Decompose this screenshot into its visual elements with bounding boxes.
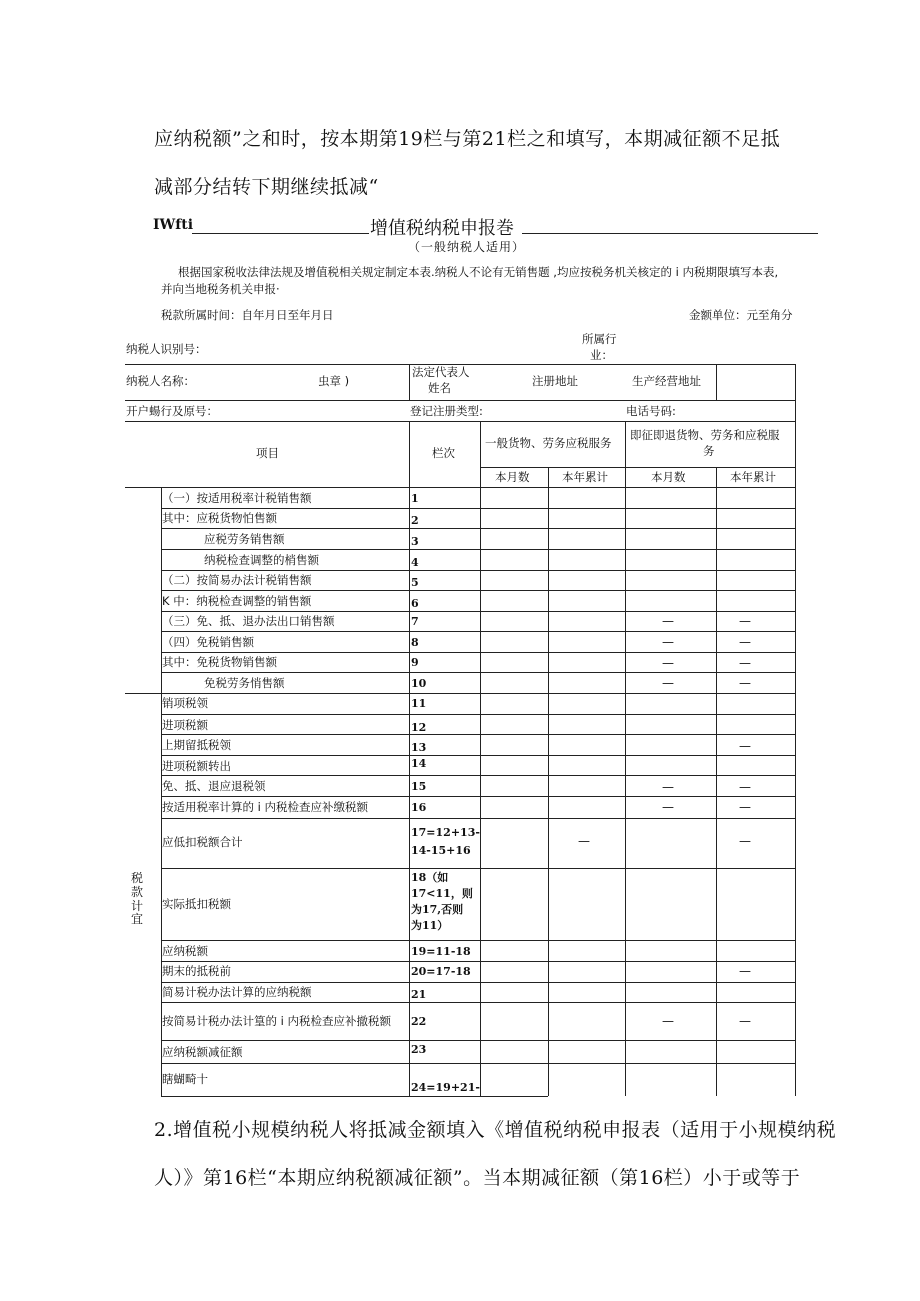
row-line: 5: [411, 576, 419, 589]
row-line: 13: [411, 741, 427, 754]
col-this-month-header-2: 本月数: [651, 470, 686, 484]
row-line: 11: [411, 697, 427, 710]
row-line: 23: [411, 1043, 427, 1056]
na-dash: —: [662, 780, 674, 794]
na-dash: —: [739, 800, 751, 814]
row-label: 应纳税额: [162, 944, 208, 958]
row-label: （二）按简易办法计税销售额: [162, 573, 312, 587]
col-ytd-header-2: 本年累计: [730, 470, 776, 484]
row-line: 15: [411, 780, 427, 793]
row-label: 其中：免税货物销售额: [162, 655, 277, 669]
title-underline-right: [522, 233, 818, 234]
row-line: 12: [411, 721, 427, 734]
row-line: 10: [411, 677, 427, 690]
form-title: 增值税纳税申报巻: [370, 218, 514, 239]
reg-address-label: 注册地址: [532, 374, 578, 388]
row-label: （四）免税销售额: [162, 635, 254, 649]
row-label: 瞎蝴畸十: [162, 1072, 208, 1086]
row-label: 应税劳务销售额: [204, 532, 285, 546]
row-label: 纳税检查调整的梢售额: [204, 553, 319, 567]
form-desc-1: 根据国家税收法律法规及增值税相关规定制定本表.纳税人不论有无销售题 ,均应按税务机关核定的 i 内税期限填写本表,: [178, 265, 779, 279]
na-dash: —: [739, 635, 751, 649]
row-line: 17<11，则: [411, 887, 473, 900]
row-line: 14-15+16: [411, 844, 471, 857]
legal-rep-label-2: 姓名: [428, 381, 451, 395]
na-dash: —: [739, 614, 751, 628]
biz-address-label: 生产经营地址: [632, 374, 701, 388]
row-line: 8: [411, 636, 419, 649]
na-dash: —: [662, 656, 674, 670]
row-label: 应低扣税额合计: [162, 835, 243, 849]
industry-label-2: 业：: [590, 348, 613, 362]
row-line: 22: [411, 1015, 427, 1028]
row-line: 21: [411, 988, 427, 1001]
row-label: 按适用税率计算的 i 内税检查应补缴税额: [162, 800, 369, 814]
taxpayer-id-label: 纳税人识别号：: [126, 342, 207, 356]
col-immediate-header-2: 务: [703, 444, 715, 458]
row-line: 19=11-18: [411, 945, 471, 958]
outro-line-2: 人）》第16栏“本期应纳税额减征额”。当本期减征额（第16栏）小于或等于: [154, 1167, 801, 1189]
na-dash: —: [739, 780, 751, 794]
row-line: 20=17-18: [411, 965, 471, 978]
row-line: 7: [411, 615, 419, 628]
seal-label: 虫章 ): [318, 374, 350, 388]
phone-label: 电话号码:: [626, 404, 676, 418]
industry-label-1: 所属行: [582, 332, 617, 346]
na-dash: —: [739, 1014, 751, 1028]
na-dash: —: [662, 635, 674, 649]
col-line-header: 栏次: [432, 446, 455, 460]
row-label: 按简易计税办法计篁的 i 内税检查应补撤税额: [162, 1014, 392, 1028]
row-label: 实际抵扣税额: [162, 897, 231, 911]
legal-rep-label-1: 法定代表人: [412, 365, 470, 379]
row-line: 14: [411, 757, 427, 770]
row-label: 进项税额: [162, 718, 208, 732]
row-label: 上期留抵税领: [162, 738, 231, 752]
form-prefix: IWfti: [153, 217, 194, 233]
form-subtitle: （一般纳税人适用）: [408, 240, 526, 254]
row-label: 进项税额转出: [162, 759, 231, 773]
row-label: 简易计税办法计算的应纳税额: [162, 985, 312, 999]
row-line: 4: [411, 556, 419, 569]
row-line: 1: [411, 492, 419, 505]
col-general-header: 一般货物、劳务应税服务: [485, 436, 612, 450]
row-line: 18（如: [411, 871, 449, 884]
period-label: 税款所属时间：自年月日至年月日: [161, 308, 334, 322]
reg-type-label: 登记注册类型:: [410, 404, 483, 418]
na-dash: —: [578, 834, 590, 848]
unit-label: 金额单位：元至角分: [689, 308, 793, 322]
intro-line-1: 应纳税额”之和时，按本期第19栏与第21栏之和填写，本期减征额不足抵: [154, 128, 781, 150]
row-label: 其中：应税货物怕售额: [162, 511, 277, 525]
row-line: 9: [411, 656, 419, 669]
row-label: 期末的抵税前: [162, 964, 231, 978]
section-label: 税 款 计 宜: [131, 871, 144, 927]
na-dash: —: [739, 834, 751, 848]
row-label: （一）按适用税率计税销售额: [162, 491, 312, 505]
row-line: 3: [411, 535, 419, 548]
intro-line-2: 减部分结转下期继续抵减“: [154, 176, 379, 198]
row-label: （三）免、抵、退办法出口销售额: [162, 614, 335, 628]
bank-label: 开户蝪行及原号：: [126, 404, 218, 418]
row-label: K 中：纳税检查调整的销售额: [162, 594, 312, 608]
taxpayer-name-label: 纳税人名称：: [126, 374, 195, 388]
na-dash: —: [662, 1014, 674, 1028]
row-line: 17=12+13-: [411, 826, 480, 839]
row-label: 销项税领: [162, 696, 208, 710]
col-immediate-header-1: 即征即退货物、劳务和应税服: [630, 428, 780, 442]
na-dash: —: [739, 964, 751, 978]
row-line: 为11）: [411, 919, 449, 932]
row-line: 6: [411, 597, 419, 610]
col-item-header: 项目: [256, 446, 279, 460]
outro-line-1: 2.增值税小规模纳税人将抵减金额填入《增值税纳税申报表（适用于小规模纳税: [154, 1119, 837, 1141]
row-line: 为17,否则: [411, 903, 464, 916]
row-line: 24=19+21-: [411, 1081, 480, 1094]
title-underline-left: [192, 233, 369, 234]
na-dash: —: [662, 676, 674, 690]
row-line: 2: [411, 514, 419, 527]
row-label: 免税劳务悄售额: [204, 676, 285, 690]
col-this-month-header: 本月数: [495, 470, 530, 484]
na-dash: —: [662, 800, 674, 814]
na-dash: —: [739, 676, 751, 690]
row-line: 16: [411, 801, 427, 814]
col-ytd-header: 本年累计: [562, 470, 608, 484]
na-dash: —: [739, 739, 751, 753]
na-dash: —: [739, 656, 751, 670]
row-label: 应纳税额减征额: [162, 1045, 243, 1059]
form-desc-2: 并向当地税务机关申报·: [161, 282, 280, 296]
row-label: 免、抵、退应退税领: [162, 779, 266, 793]
na-dash: —: [662, 614, 674, 628]
